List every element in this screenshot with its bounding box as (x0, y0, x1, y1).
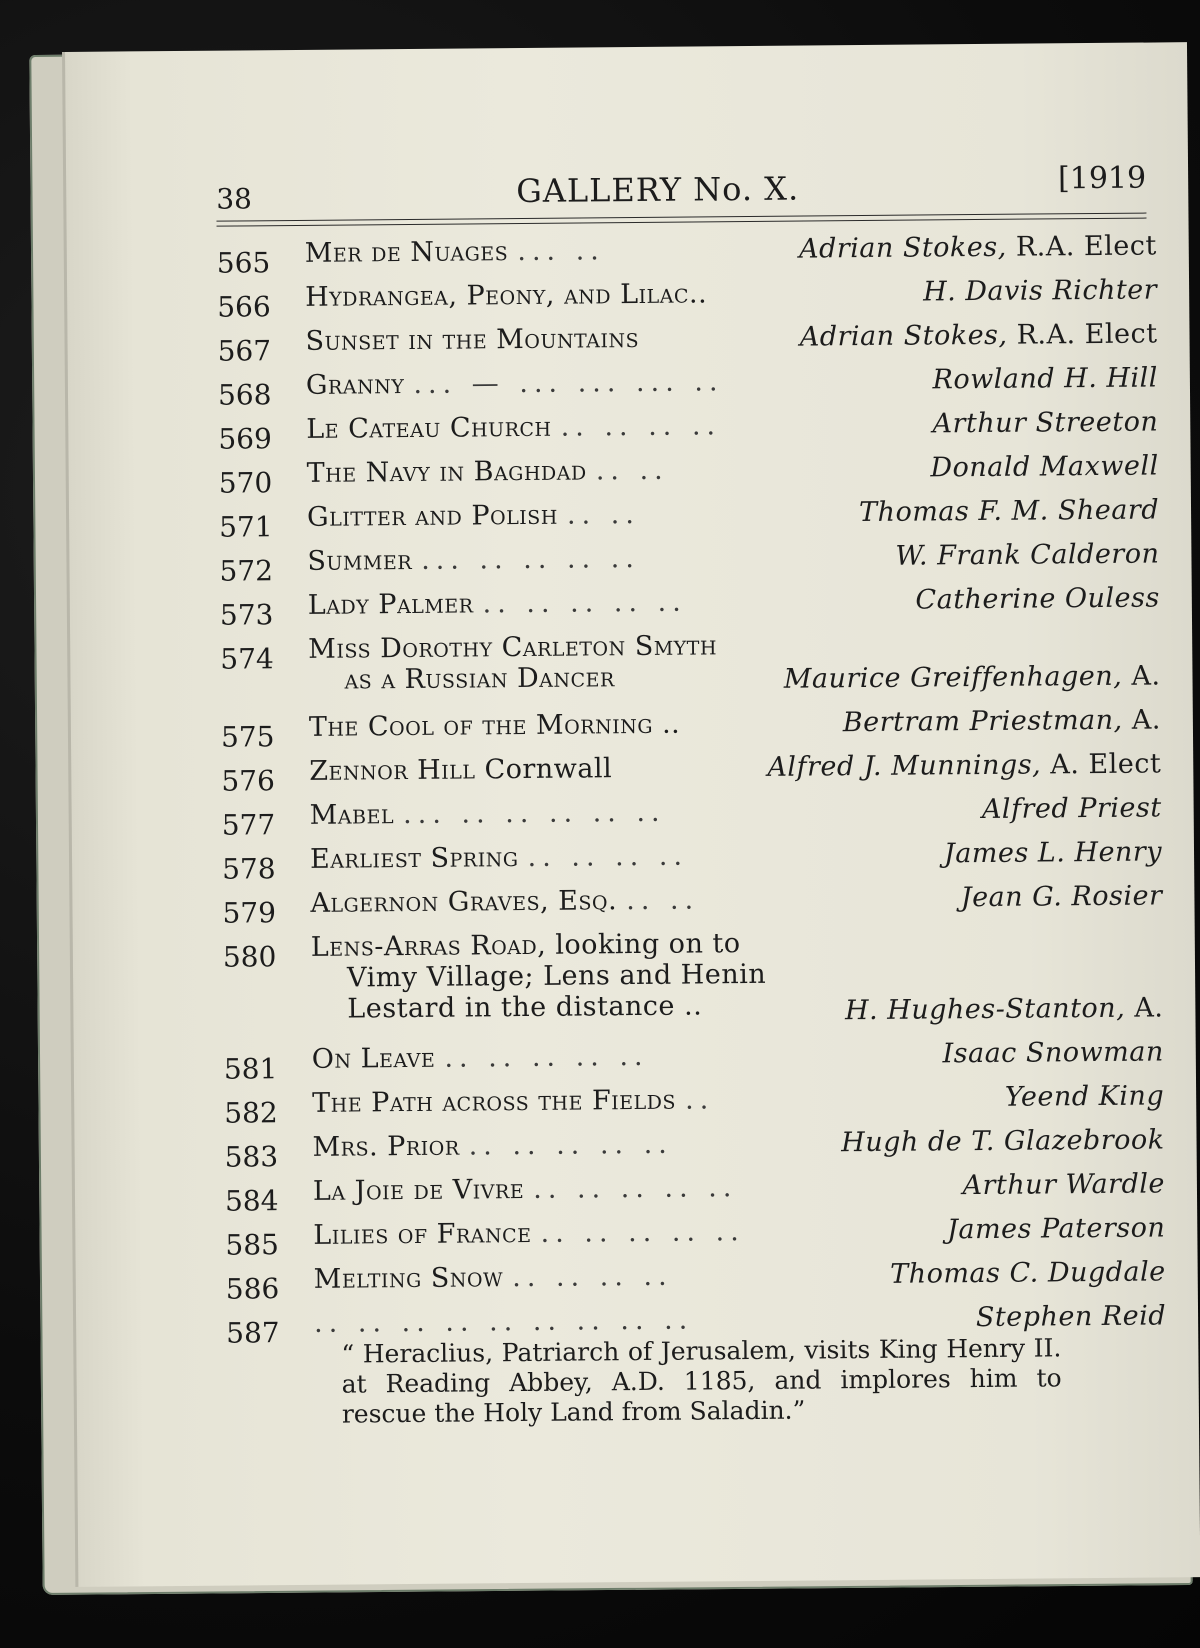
entry-artist: H. Davis Richter (922, 274, 1158, 308)
entry-artist: Adrian Stokes, R.A. Elect (799, 318, 1158, 353)
page-header (216, 153, 1146, 221)
entry-title: Hydrangea, Peony, and Lilac.. (305, 278, 708, 313)
catalogue-entry (223, 924, 1164, 1044)
entry-title: Summer ... .. .. .. .. (307, 542, 641, 577)
entry-title: The Path across the Fields .. (312, 1084, 715, 1119)
catalogue-entry (220, 626, 1161, 712)
entry-artist: James L. Henry (943, 836, 1163, 870)
entry-title: Earliest Spring .. .. .. .. (309, 840, 689, 875)
entry-title: Algernon Graves, Esq. .. .. (310, 884, 700, 919)
entry-title: Sunset in the Mountains (305, 322, 640, 357)
entry-title: Mer de Nuages ... .. (304, 235, 605, 269)
entry-title: Lens-Arras Road, looking on to Vimy Village; Lens and Henin Lestard in the distance .. (310, 928, 767, 1025)
entry-number: 583 (224, 1140, 279, 1174)
painting-description-note: “ Heraclius, Patriarch of Jerusalem, visits King Henry II. at Reading Abbey, A.D. 1185, and implores him to rescue the Holy Land from Saladin.” (341, 1333, 1062, 1429)
entry-artist: Bertram Priestman, A. (842, 704, 1162, 739)
entry-artist: Stephen Reid (975, 1300, 1167, 1334)
entry-number: 578 (221, 852, 276, 886)
entry-title: The Navy in Baghdad .. .. (306, 454, 669, 489)
page-number: 38 (216, 182, 253, 216)
entry-number: 580 (222, 940, 277, 974)
entry-number: 571 (219, 510, 273, 544)
catalogue-page (62, 42, 1200, 1587)
entry-number: 568 (217, 378, 272, 412)
entry-artist: James Paterson (946, 1212, 1166, 1246)
entry-title: .. .. .. .. .. .. .. .. .. (313, 1304, 694, 1339)
entry-number: 581 (223, 1052, 278, 1086)
entry-title: Zennor Hill Cornwall (309, 753, 613, 787)
entry-number: 572 (219, 554, 274, 588)
entry-number: 567 (217, 334, 272, 368)
entry-number: 587 (226, 1316, 280, 1350)
entry-number: 566 (217, 290, 271, 324)
entry-artist: Alfred J. Munnings, A. Elect (767, 748, 1162, 783)
entry-number: 577 (221, 808, 276, 842)
entry-artist: H. Hughes-Stanton, A. (844, 992, 1164, 1027)
entry-number: 579 (222, 896, 277, 930)
entry-number: 569 (218, 422, 272, 456)
entry-artist: Catherine Ouless (915, 582, 1160, 616)
entry-artist: Isaac Snowman (942, 1036, 1164, 1070)
entry-artist: Donald Maxwell (930, 450, 1159, 484)
entry-number: 576 (221, 764, 275, 798)
entry-number: 586 (225, 1272, 280, 1306)
entry-number: 585 (225, 1228, 280, 1262)
gallery-title: GALLERY No. X. (516, 169, 800, 211)
catalogue-entries (217, 230, 1167, 1352)
entry-title: Glitter and Polish .. .. (306, 498, 640, 533)
entry-title: Mrs. Prior .. .. .. .. .. (312, 1128, 673, 1163)
entry-artist: Adrian Stokes, R.A. Elect (798, 230, 1157, 265)
entry-number: 574 (220, 642, 274, 676)
entry-number: 565 (216, 246, 271, 280)
entry-artist: Hugh de T. Glazebrook (841, 1124, 1165, 1159)
entry-number: 575 (220, 720, 275, 754)
entry-title: Miss Dorothy Carleton Smyth as a Russian Dancer (308, 630, 718, 696)
entry-title: The Cool of the Morning .. (308, 708, 681, 743)
entry-title: Melting Snow .. .. .. .. (313, 1260, 673, 1295)
entry-number: 573 (219, 598, 274, 632)
entry-artist: Thomas C. Dugdale (890, 1256, 1166, 1290)
year-mark: [1919 (1057, 160, 1147, 197)
entry-artist: Jean G. Rosier (960, 880, 1163, 914)
entry-title: On Leave .. .. .. .. .. (311, 1040, 649, 1075)
entry-artist: Yeend King (1004, 1080, 1165, 1113)
entry-title: Le Cateau Church .. .. .. .. (306, 410, 722, 445)
entry-artist: Maurice Greiffenhagen, A. (783, 660, 1161, 695)
entry-artist: Thomas F. M. Sheard (858, 494, 1160, 529)
entry-title: Mabel ... .. .. .. .. .. (309, 796, 666, 831)
entry-artist: W. Frank Calderon (895, 538, 1160, 572)
entry-title: Lady Palmer .. .. .. .. .. (307, 586, 687, 621)
entry-title: Lilies of France .. .. .. .. .. (313, 1216, 745, 1251)
entry-number: 582 (224, 1096, 278, 1130)
entry-artist: Arthur Wardle (962, 1168, 1166, 1202)
entry-artist: Alfred Priest (981, 792, 1162, 826)
entry-title: La Joie de Vivre .. .. .. .. .. (312, 1172, 738, 1207)
entry-artist: Rowland H. Hill (932, 362, 1159, 396)
entry-number: 570 (218, 466, 273, 500)
entry-title: Granny ... — ... ... ... .. (305, 366, 724, 401)
entry-artist: Arthur Streeton (932, 406, 1159, 440)
entry-number: 584 (224, 1184, 279, 1218)
